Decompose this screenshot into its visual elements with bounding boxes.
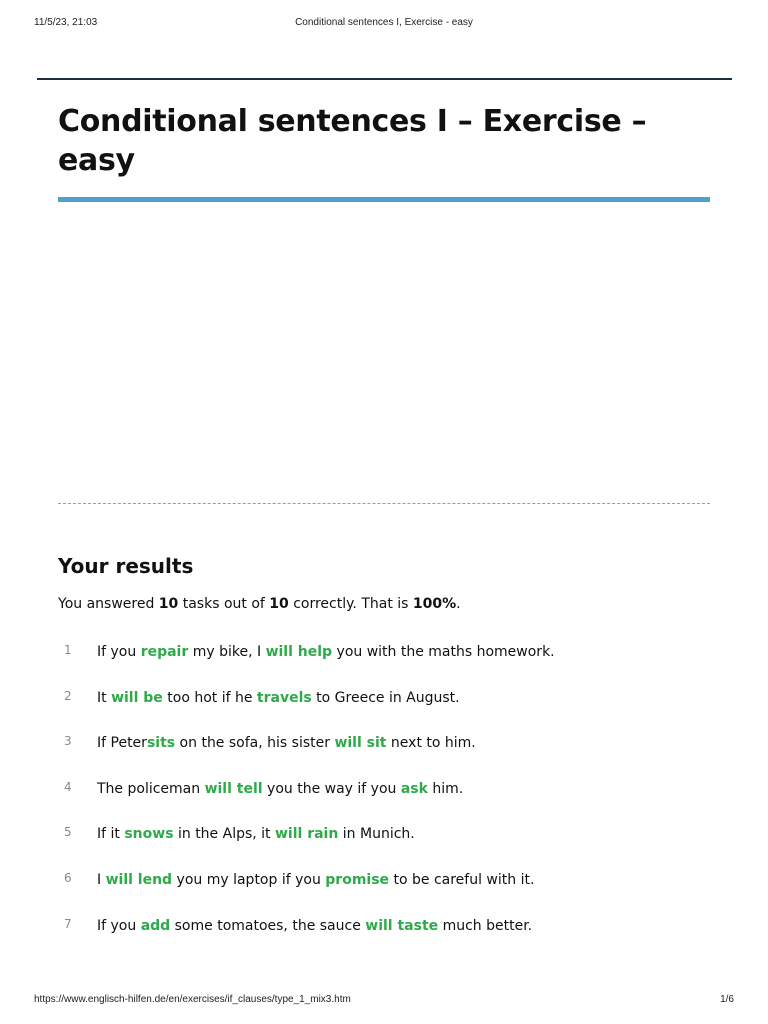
- summary-middle: tasks out of: [178, 596, 270, 612]
- task-number: 1: [64, 643, 72, 657]
- sentence-text: If Peter: [97, 735, 147, 752]
- task-item: [58, 823, 718, 869]
- sentence-text: If you: [97, 644, 141, 660]
- correct-answer: sits: [146, 735, 176, 752]
- print-date: 11/5/23, 21:03: [34, 17, 98, 28]
- correct-answer: will sit: [334, 735, 387, 752]
- task-number: 7: [64, 916, 72, 931]
- sentence-text: in Munich.: [338, 826, 415, 843]
- correct-answer: travels: [256, 689, 312, 706]
- task-sentence: [97, 778, 463, 800]
- top-rule: [37, 78, 732, 80]
- task-sentence: [97, 687, 460, 709]
- sentence-text: The policeman: [97, 780, 205, 797]
- sentence-text: in the Alps, it: [173, 826, 275, 843]
- correct-answer: will rain: [275, 826, 339, 843]
- task-number: 4: [64, 779, 72, 794]
- sentence-text: much better.: [438, 917, 533, 934]
- task-sentence: [97, 823, 415, 845]
- sentence-text: If you: [97, 917, 141, 934]
- summary-after-total: correctly. That is: [288, 596, 413, 612]
- task-number: 6: [64, 870, 72, 885]
- correct-answer: will help: [265, 644, 333, 660]
- correct-answer: repair: [140, 644, 189, 660]
- sentence-text: It: [97, 689, 112, 706]
- task-item: [58, 778, 718, 824]
- sentence-text: my bike, I: [188, 644, 266, 660]
- sentence-text: some tomatoes, the sauce: [170, 917, 366, 934]
- print-header: [34, 17, 734, 31]
- sentence-text: him.: [427, 780, 464, 797]
- correct-answer: will lend: [105, 871, 173, 888]
- correct-answer: snows: [124, 826, 174, 843]
- correct-answer: will be: [111, 689, 163, 706]
- summary-percent: 100%: [412, 596, 457, 612]
- title-underline-bar: [58, 197, 710, 202]
- task-sentence: [97, 732, 476, 754]
- sentence-text: too hot if he: [162, 689, 257, 706]
- print-page-number: 1/6: [720, 994, 734, 1005]
- sentence-text: on the sofa, his sister: [175, 735, 335, 752]
- correct-answer: ask: [400, 780, 428, 797]
- task-number: 5: [64, 825, 72, 840]
- correct-answer: will tell: [204, 780, 263, 797]
- summary-prefix: You answered: [58, 596, 159, 612]
- sentence-text: next to him.: [386, 735, 476, 752]
- sentence-text: I: [97, 871, 106, 888]
- summary-correct-count: 10: [158, 596, 179, 612]
- task-item: [58, 915, 718, 961]
- task-item: [58, 687, 718, 733]
- sentence-text: you the way if you: [262, 780, 401, 797]
- correct-answer: add: [140, 917, 171, 934]
- results-heading: Your results: [58, 554, 194, 578]
- page-title: Conditional sentences I – Exercise – easy: [58, 104, 647, 178]
- summary-suffix: .: [456, 596, 461, 612]
- sentence-text: to Greece in August.: [311, 689, 460, 706]
- task-list: [58, 641, 718, 960]
- task-item: [58, 869, 718, 915]
- correct-answer: will taste: [365, 917, 439, 934]
- task-sentence: [97, 641, 555, 663]
- dashed-divider: [58, 503, 710, 504]
- sentence-text: you my laptop if you: [172, 871, 326, 888]
- results-summary: [58, 594, 461, 614]
- print-title: Conditional sentences I, Exercise - easy: [295, 17, 473, 28]
- sentence-text: to be careful with it.: [389, 871, 535, 888]
- task-sentence: [97, 915, 532, 937]
- print-footer: [34, 994, 734, 1008]
- task-number: 3: [64, 734, 72, 749]
- task-sentence: [97, 869, 534, 891]
- sentence-text: If it: [97, 826, 125, 843]
- task-item: [58, 641, 718, 687]
- print-url: https://www.englisch-hilfen.de/en/exercises/if_clauses/type_1_mix3.htm: [34, 994, 351, 1005]
- task-number: 2: [64, 688, 72, 703]
- task-item: [58, 732, 718, 778]
- correct-answer: promise: [325, 871, 390, 888]
- sentence-text: you with the maths homework.: [332, 644, 555, 660]
- summary-total-count: 10: [269, 596, 289, 612]
